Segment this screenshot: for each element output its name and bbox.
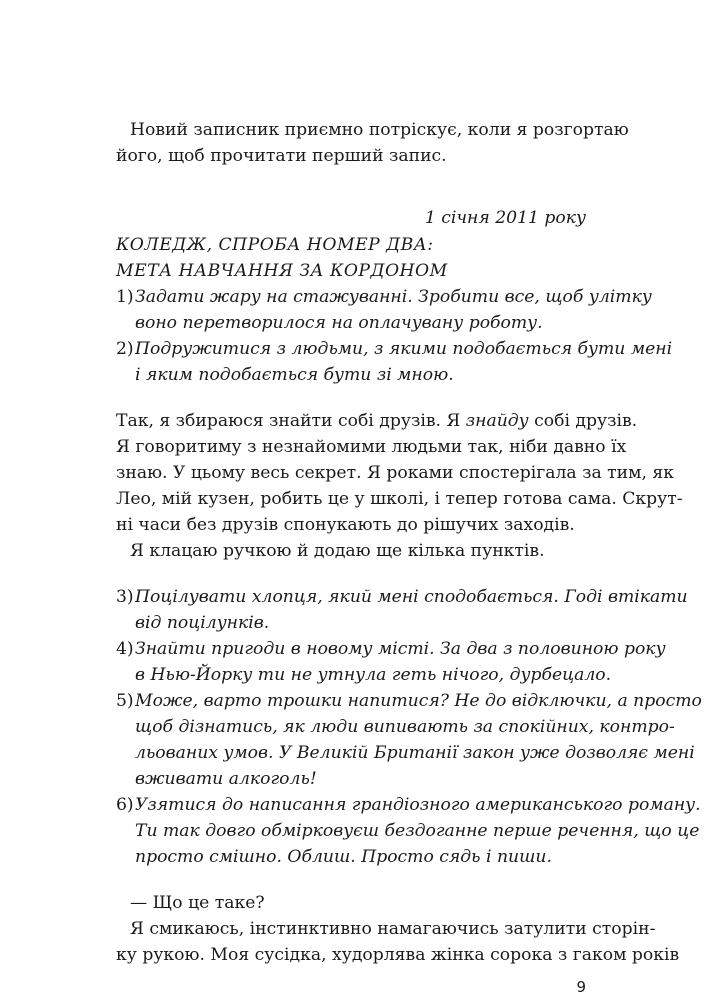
list-item-text: Поцілувати хлопця, який мені сподобається. Годі втікати <box>135 587 688 607</box>
entry-heading-2: МЕТА НАВЧАННЯ ЗА КОРДОНОМ <box>116 261 448 281</box>
list-item-text: воно перетворилося на оплачувану роботу. <box>135 313 543 333</box>
book-page <box>116 0 702 1000</box>
paragraph-line: знаю. У цьому весь секрет. Я роками спостерігала за тим, як <box>116 463 675 483</box>
paragraph-line: Я клацаю ручкою й додаю ще кілька пунктів. <box>130 541 545 561</box>
list-item-text: Подружитися з людьми, з якими подобається бути мені <box>135 339 673 359</box>
entry-date: 1 січня 2011 року <box>424 208 586 228</box>
list-item-text: Ти так довго обмірковуєш бездоганне перше речення, що це <box>135 821 700 841</box>
paragraph-line: ку рукою. Моя сусідка, худорлява жінка сорока з гаком років <box>116 945 680 965</box>
paragraph-line: Я смикаюсь, інстинктивно намагаючись затулити сторін- <box>130 919 656 939</box>
list-item-text: від поцілунків. <box>135 613 270 633</box>
intro-line-2: його, щоб прочитати перший запис. <box>116 146 447 166</box>
intro-line-1: Новий записник приємно потріскує, коли я розгортаю <box>130 120 629 140</box>
list-item-number: 2) <box>116 339 134 359</box>
list-item-number: 1) <box>116 287 134 307</box>
list-item-number: 5) <box>116 691 134 711</box>
paragraph-line: Так, я збираюся знайти собі друзів. Я знайду собі друзів. <box>116 411 638 431</box>
list-item-number: 3) <box>116 587 134 607</box>
list-item-text: льованих умов. У Великій Британії закон уже дозволяє мені <box>135 743 695 763</box>
list-item-text: Може, варто трошки напитися? Не до відключки, а просто <box>135 691 702 711</box>
paragraph-line: Я говоритиму з незнайомими людьми так, ніби давно їх <box>116 437 627 457</box>
paragraph-line: ні часи без друзів спонукають до рішучих заходів. <box>116 515 575 535</box>
list-item-text: Знайти пригоди в новому місті. За два з половиною року <box>135 639 666 659</box>
page-number: 9 <box>576 978 586 996</box>
list-item-text: щоб дізнатись, як люди випивають за спокійних, контро- <box>135 717 675 737</box>
list-item-text: Узятися до написання грандіозного американського роману. <box>135 795 701 815</box>
list-item-number: 6) <box>116 795 134 815</box>
list-item-text: вживати алкоголь! <box>135 769 317 789</box>
list-item-text: в Нью-Йорку ти не утнула геть нічого, дурбецало. <box>135 665 612 685</box>
entry-heading-1: КОЛЕДЖ, СПРОБА НОМЕР ДВА: <box>116 235 434 255</box>
dialogue-line: — Що це таке? <box>130 893 265 913</box>
list-item-text: Задати жару на стажуванні. Зробити все, щоб улітку <box>135 287 652 307</box>
paragraph-line: Лео, мій кузен, робить це у школі, і тепер готова сама. Скрут- <box>116 489 683 509</box>
list-item-text: просто смішно. Облиш. Просто сядь і пиши. <box>135 847 552 867</box>
list-item-text: і яким подобається бути зі мною. <box>135 365 454 385</box>
list-item-number: 4) <box>116 639 134 659</box>
